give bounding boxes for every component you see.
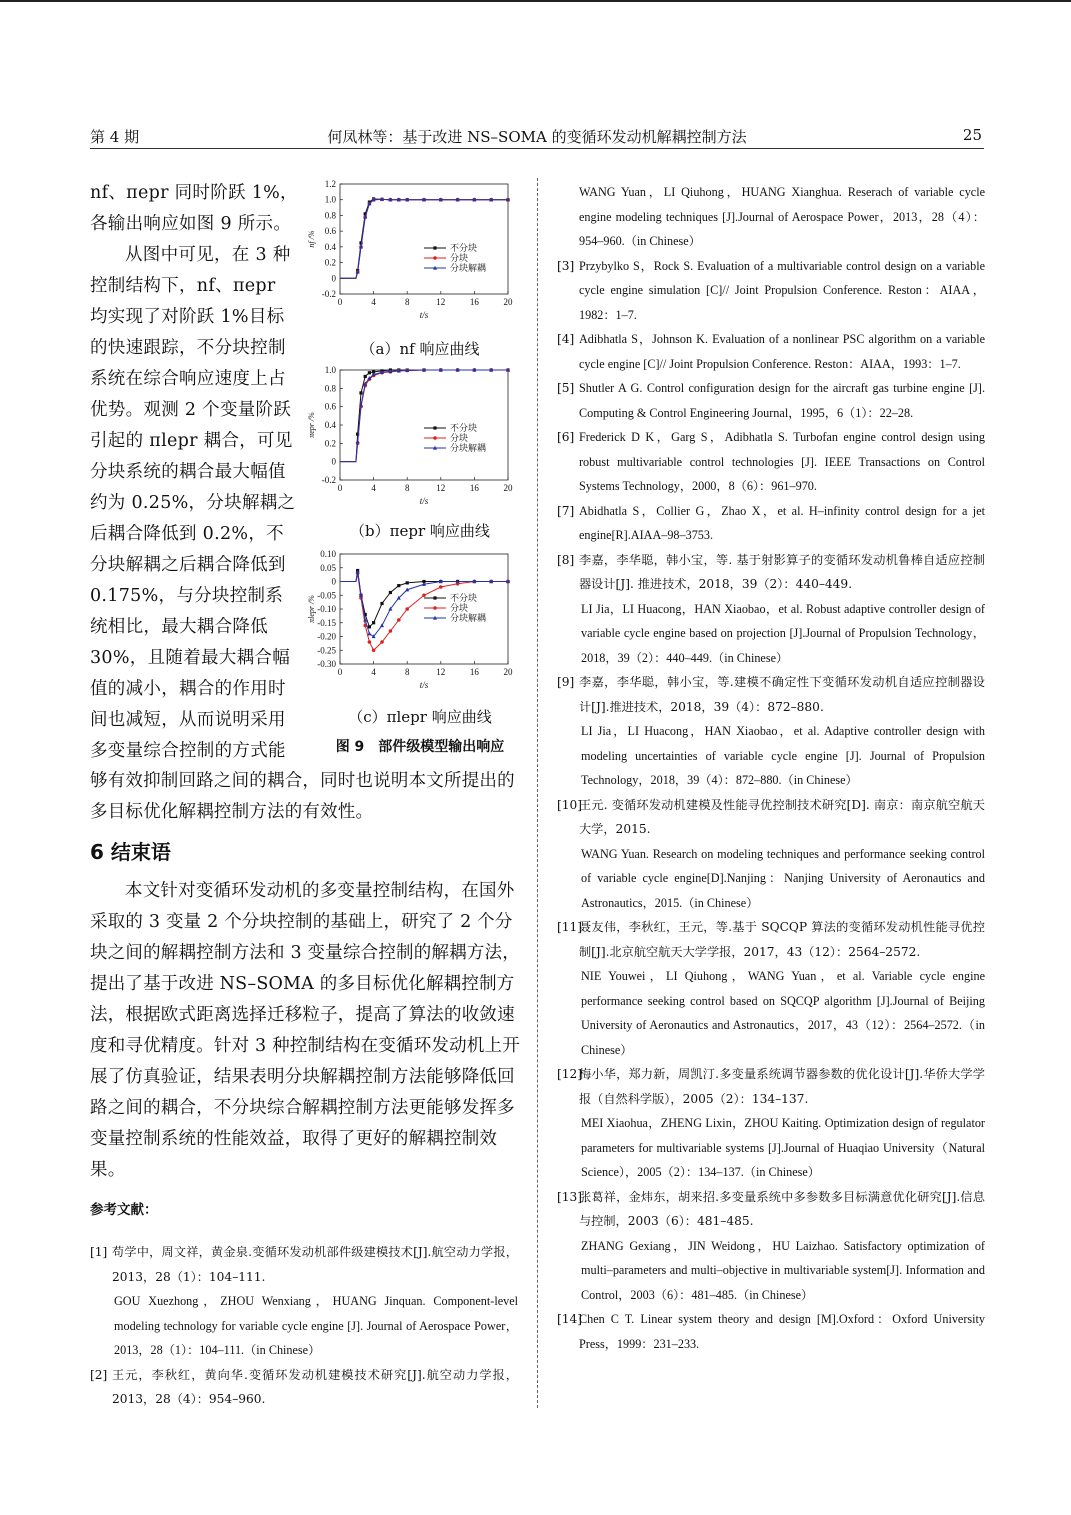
x-tick-label: 16 — [469, 483, 479, 493]
references-left-column — [90, 1240, 518, 1412]
legend-label: 不分块 — [450, 243, 478, 253]
x-tick-label: 16 — [469, 667, 479, 677]
reference-text-zh: 李嘉，李华聪，韩小宝，等.建模不确定性下变循环发动机自适应控制器设计[J].推进技术，2018，39（4）：872–880. — [579, 675, 985, 714]
legend-marker — [433, 436, 437, 440]
legend-label: 分块 — [450, 603, 469, 613]
reference-text-en: Shutler A G. Control configuration design for the aircraft gas turbine engine [J]. Computing & Control Engineering Journal，1995，6（1）：22–28. — [579, 381, 985, 420]
reference-number: [6] — [557, 430, 575, 444]
legend-marker — [433, 256, 437, 260]
y-tick-label: 1.0 — [324, 194, 336, 205]
reference-text-zh: 王元，李秋红，黄向华.变循环发动机建模技术研究[J].航空动力学报，2013，28（4）：954–960. — [112, 1367, 518, 1406]
reference-text-en: LI Jia，LI Huacong，HAN Xiaobao，et al. Robust adaptive controller design of variable cycle engine based on projection [J].Journal of Propulsion Technology，2018，39（2）：440–449.（in Chinese） — [581, 601, 985, 665]
section-heading-conclusion: 6 结束语 — [90, 840, 171, 864]
y-tick-label: -0.30 — [317, 659, 336, 669]
reference-text-zh: 苟学中，周文祥，黄金泉.变循环发动机部件级建模技术[J].航空动力学报，2013，28（1）：104–111. — [112, 1245, 518, 1284]
reference-entry — [90, 1363, 518, 1412]
reference-text-en: WANG Yuan，LI Qiuhong，HUANG Xianghua. Reserach of variable cycle engine modeling techniques [J].Journal of Aerospace Power，2013，28（4）：954–960.（in Chinese） — [579, 185, 985, 248]
data-point — [397, 618, 401, 622]
figure-panel-c — [300, 546, 540, 706]
x-axis-label: t/s — [419, 680, 429, 690]
y-tick-label: 0 — [331, 456, 336, 467]
reference-text-en: MEI Xiaohua，ZHENG Lixin，ZHOU Kaiting. Optimization design of regulator parameters for multivariable systems [J].Journal of Huaqiao University（Natural Science），2005（2）：134–137.（in Chinese） — [581, 1116, 985, 1179]
y-tick-label: 0.10 — [320, 549, 336, 559]
reference-number: [10] — [557, 797, 583, 812]
reference-text-en: Frederick D K，Garg S，Adibhatla S. Turbofan engine control design using robust multivariable control technologies [J]. IEEE Transactions on Control Systems Technology，2000，8（6）：961–970. — [579, 430, 985, 493]
top-rule — [0, 0, 1071, 2]
figure-caption-a: （a）nf 响应曲线 — [360, 340, 480, 358]
data-point — [439, 585, 443, 589]
reference-entry — [557, 327, 985, 376]
x-tick-label: 8 — [404, 297, 410, 307]
reference-number: [8] — [557, 552, 575, 567]
y-axis-label: nf /% — [307, 230, 316, 248]
x-axis-label: t/s — [419, 496, 429, 506]
reference-number: [13] — [557, 1189, 583, 1204]
x-tick-label: 12 — [436, 297, 446, 307]
reference-entry — [557, 499, 985, 548]
x-tick-label: 0 — [337, 483, 343, 493]
reference-text-zh: 王元. 变循环发动机建模及性能寻优控制技术研究[D]. 南京：南京航空航天大学，2015. — [579, 797, 985, 836]
reference-entry — [557, 915, 985, 1062]
y-tick-label: -0.05 — [317, 590, 336, 601]
reference-text-en: Adibhatla S，Johnson K. Evaluation of a nonlinear PSC algorithm on a variable cycle engine [C]// Joint Propulsion Conference. Reston：AIAA，1993：1–7. — [579, 332, 985, 371]
data-point — [389, 591, 392, 594]
data-point — [364, 375, 367, 378]
reference-text-en: Przybylko S，Rock S. Evaluation of a multivariable control design on a variable cycle engine simulation [C]// Joint Propulsion Conference. Reston：AIAA，1982：1–7. — [579, 258, 985, 322]
reference-entry — [557, 1062, 985, 1185]
x-tick-label: 16 — [469, 297, 479, 307]
wrapped-paragraphs — [90, 178, 298, 767]
legend-label: 不分块 — [450, 593, 478, 603]
legend-label: 分块 — [450, 253, 469, 263]
data-point — [406, 581, 409, 584]
reference-number: [7] — [557, 503, 575, 518]
y-tick-label: 0.4 — [324, 420, 336, 430]
legend-label: 分块 — [450, 433, 469, 443]
y-tick-label: 0.4 — [324, 241, 336, 252]
paragraph-analysis-cont — [90, 766, 520, 828]
y-tick-label: -0.25 — [317, 645, 336, 656]
reference-text-zh: 聂友伟，李秋红，王元，等.基于 SQCQP 算法的变循环发动机性能寻优控制[J].北京航空航天大学学报，2017，43（12）：2564–2572. — [579, 920, 985, 959]
legend-label: 分块解耦 — [450, 263, 487, 273]
y-tick-label: 0.05 — [320, 562, 336, 573]
data-point — [356, 439, 360, 443]
x-tick-label: 4 — [371, 483, 376, 493]
data-point — [372, 621, 375, 624]
legend-marker — [433, 426, 436, 429]
data-point — [380, 602, 383, 605]
reference-number: [3] — [557, 258, 575, 273]
plot-frame — [340, 554, 508, 664]
reference-number: [11] — [557, 920, 583, 934]
data-point — [359, 391, 362, 394]
x-tick-label: 0 — [337, 297, 343, 307]
reference-entry — [557, 254, 985, 328]
reference-text-en: LI Jia，LI Huacong，HAN Xiaobao，et al. Adaptive controller design with modeling uncertainties of variable cycle engine [J]. Journal of Propulsion Technology，2018，39（4）：872–880.（in Chinese） — [581, 724, 985, 787]
data-point — [368, 371, 371, 374]
x-axis-label: t/s — [419, 310, 429, 320]
reference-text-zh: 李嘉，李华聪，韩小宝，等. 基于射影算子的变循环发动机鲁棒自适应控制器设计[J]. 推进技术，2018，39（2）：440–449. — [579, 552, 985, 591]
x-tick-label: 0 — [337, 667, 343, 677]
data-point — [380, 623, 384, 627]
y-tick-label: 0.8 — [324, 210, 336, 221]
y-tick-label: 0.2 — [324, 438, 336, 449]
figure-caption-c: （c）πlepr 响应曲线 — [348, 708, 492, 726]
data-point — [368, 625, 371, 628]
y-tick-label: 0.2 — [324, 257, 336, 268]
reference-number: [12] — [557, 1067, 583, 1081]
reference-text-en: ZHANG Gexiang，JIN Weidong，HU Laizhao. Satisfactory optimization of multi–parameters and multi–objective in multivariable system[J]. Information and Control，2003（6）：481–485.（in Chinese） — [581, 1238, 985, 1302]
issue-number: 第 4 期 — [90, 128, 140, 146]
y-tick-label: -0.20 — [317, 631, 336, 642]
x-tick-label: 4 — [371, 297, 376, 307]
y-tick-label: -0.15 — [317, 617, 336, 628]
y-axis-label: πlepr /% — [307, 595, 316, 623]
reference-text-en: Chen C T. Linear system theory and design [M].Oxford：Oxford University Press，1999：231–233. — [579, 1312, 985, 1351]
reference-entry — [557, 670, 985, 793]
reference-number: [4] — [557, 332, 575, 346]
running-header — [90, 124, 984, 149]
y-tick-label: -0.2 — [321, 289, 336, 299]
data-point — [367, 632, 371, 636]
paragraph-conclusion: 本文针对变循环发动机的多变量控制结构，在国外采取的 3 变量 2 个分块控制的基础上，研究了 2 个分块之间的解耦控制方法和 3 变量综合控制的解耦方法，提出了基于改进 NS–SOMA 的多目标优化解耦控制方法，根据欧式距离选择迁移粒子，提高了算法的收敛速度和寻优精度。针对 3 种控制结构在变循环发动机上开展了仿真验证，结果表明分块解耦控制方法能够降低回路之间的耦合，不分块综合解耦控制方法更能够发挥多变量控制系统的性能效益，取得了更好的解耦控制效果。 — [90, 881, 520, 1180]
figure-title: 图 9 部件级模型输出响应 — [335, 739, 505, 755]
data-point — [380, 640, 384, 644]
x-tick-label: 8 — [404, 667, 410, 677]
reference-entry — [557, 1185, 985, 1308]
y-tick-label: 1.0 — [324, 365, 336, 375]
reference-entry — [557, 1307, 985, 1356]
figure-panel-b — [300, 362, 540, 522]
conclusion-block — [90, 876, 520, 1186]
data-point — [368, 640, 372, 644]
y-tick-label: -0.2 — [321, 475, 336, 485]
legend-label: 不分块 — [450, 423, 478, 433]
chart-nf-response — [300, 176, 540, 336]
page-number: 25 — [962, 126, 982, 144]
reference-text-en: WANG Yuan. Research on modeling techniques and performance seeking control of variable cycle engine[D].Nanjing：Nanjing University of Aeronautics and Astronautics，2015.（in Chinese） — [581, 846, 985, 910]
legend-label: 分块解耦 — [450, 443, 487, 453]
reference-entry — [557, 548, 985, 671]
paragraph-analysis: 从图中可见，在 3 种控制结构下，nf、πepr 均实现了对阶跃 1%目标的快速跟踪，不分块控制系统在综合响应速度上占优势。观测 2 个变量阶跃引起的 πlepr 耦合，可见分块系统的耦合最大幅值约为 0.25%，分块解耦之后耦合降低到 0.2%，不分块解耦之后耦合降低到 0.175%，与分块控制系统相比，最大耦合降低 30%，且随着最大耦合幅值的减小，耦合的作用时间也减短，从而说明采用多变量综合控制的方式能 — [90, 245, 296, 761]
y-tick-label: 0 — [331, 576, 336, 587]
paragraph-step-intro: nf、πepr 同时阶跃 1%，各输出响应如图 9 所示。 — [90, 183, 298, 234]
reference-number: [5] — [557, 381, 575, 395]
reference-number: [2] — [90, 1367, 108, 1382]
figure-caption-b: （b）πepr 响应曲线 — [350, 522, 490, 540]
reference-number: [9] — [557, 675, 575, 689]
x-tick-label: 12 — [436, 483, 446, 493]
reference-text-zh: 梅小华，郑力新，周凯汀.多变量系统调节器参数的优化设计[J].华侨大学学报（自然科学版），2005（2）：134–137. — [579, 1067, 985, 1106]
reference-number: [14] — [557, 1312, 583, 1326]
legend-label: 分块解耦 — [450, 613, 487, 623]
paragraph-analysis-tail: 够有效抑制回路之间的耦合，同时也说明本文所提出的多目标优化解耦控制方法的有效性。 — [90, 771, 515, 822]
data-point — [422, 593, 426, 597]
reference-entry — [557, 180, 985, 254]
x-tick-label: 12 — [436, 667, 446, 677]
data-point — [372, 648, 376, 652]
reference-entry — [557, 376, 985, 425]
references-right-column — [557, 180, 985, 1356]
legend-marker — [433, 596, 436, 599]
chart-pepr-response — [300, 362, 540, 522]
y-tick-label: 0.8 — [324, 383, 336, 394]
y-tick-label: 0 — [331, 273, 336, 284]
references-heading: 参考文献： — [90, 1202, 158, 1218]
data-point — [397, 584, 400, 587]
data-point — [405, 607, 409, 611]
x-tick-label: 20 — [503, 667, 513, 677]
reference-entry — [557, 425, 985, 499]
y-tick-label: 0.6 — [324, 401, 336, 412]
x-tick-label: 4 — [371, 667, 376, 677]
reference-text-en: Abidhatla S，Collier G，Zhao X，et al. H–infinity control design for a jet engine[R].AIAA–98–3753. — [579, 503, 985, 542]
reference-text-en: NIE Youwei，LI Qiuhong，WANG Yuan，et al. Variable cycle engine performance seeking control based on SQCQP algorithm [J].Journal of Beijing University of Aeronautics and Astronautics，2017，43（12）：2564–2572.（in Chinese） — [581, 969, 985, 1057]
legend-marker — [433, 246, 436, 249]
y-axis-label: πepr /% — [307, 412, 316, 438]
reference-number: [1] — [90, 1245, 108, 1259]
x-tick-label: 20 — [503, 297, 513, 307]
reference-entry — [557, 793, 985, 916]
y-tick-label: -0.10 — [317, 604, 336, 614]
x-tick-label: 20 — [503, 483, 513, 493]
y-tick-label: 0.6 — [324, 226, 336, 237]
reference-text-en: GOU Xuezhong，ZHOU Wenxiang，HUANG Jinquan. Component-level modeling technology for variable cycle engine [J]. Journal of Aerospace Power，2013，28（1）：104–111.（in Chinese） — [114, 1294, 518, 1357]
chart-plepr-response — [300, 546, 540, 706]
reference-entry — [90, 1240, 518, 1363]
data-point — [389, 629, 393, 633]
figure-panel-a — [300, 176, 540, 336]
reference-text-zh: 张葛祥，金炜东，胡来招.多变量系统中多参数多目标满意优化研究[J].信息与控制，2003（6）：481–485. — [579, 1189, 985, 1228]
y-tick-label: 1.2 — [324, 179, 336, 189]
running-title: 何凤林等：基于改进 NS–SOMA 的变循环发动机解耦控制方法 — [327, 128, 747, 146]
legend-marker — [433, 606, 437, 610]
x-tick-label: 8 — [404, 483, 410, 493]
